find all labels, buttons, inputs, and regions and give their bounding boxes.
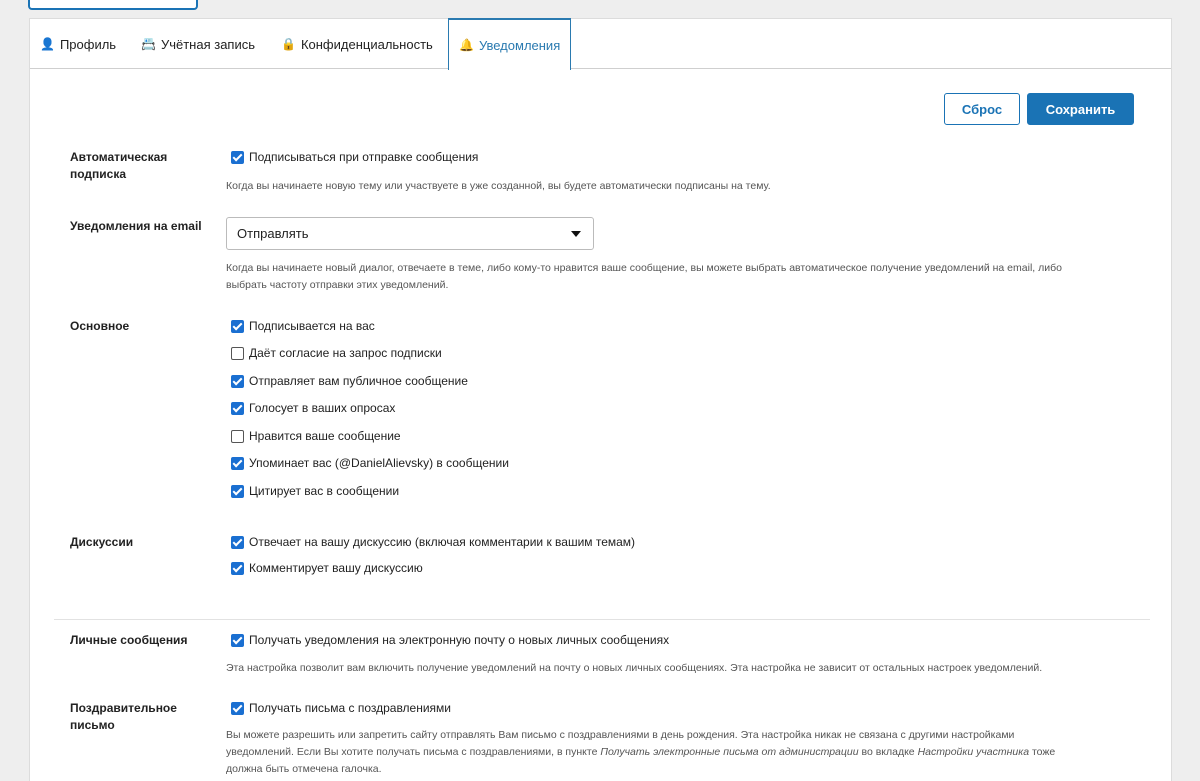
- birthday-hint-line1: Вы можете разрешить или запретить сайту отправлять Вам письмо с поздравлениями в день рождения. Эта настройка никак не связана с другими настройками: [226, 729, 1015, 741]
- discussions-checkbox-comments[interactable]: [231, 560, 423, 576]
- basic-checkbox-mentions[interactable]: [231, 455, 509, 471]
- tab-label: Уведомления: [478, 37, 561, 53]
- checkbox-checked[interactable]: [231, 375, 244, 388]
- top-action-button[interactable]: [28, 0, 198, 10]
- email-hint-line2: выбрать частоту отправки этих уведомлений.: [226, 279, 449, 291]
- dropdown-arrow-icon: [571, 231, 581, 237]
- tab-label: Конфиденциальность: [300, 36, 433, 52]
- reset-button[interactable]: Сброс: [944, 93, 1020, 125]
- basic-checkbox-follow-request[interactable]: [231, 345, 442, 361]
- settings-panel: [29, 18, 1172, 781]
- tab-privacy[interactable]: [281, 19, 433, 69]
- checkbox-label: Отвечает на вашу дискуссию (включая комментарии к вашим темам): [249, 535, 636, 549]
- save-button[interactable]: Сохранить: [1027, 93, 1134, 125]
- tab-notifications[interactable]: [448, 18, 571, 70]
- section-divider: [54, 619, 1150, 620]
- basic-checkbox-follows[interactable]: [231, 318, 375, 334]
- checkbox-checked[interactable]: [231, 457, 244, 470]
- discussions-checkbox-replies[interactable]: [231, 534, 635, 550]
- bell-icon: 🔔: [459, 38, 474, 52]
- private-messages-hint: Эта настройка позволит вам включить получение уведомлений на почту о новых личных сообщениях. Эта настройка не зависит от остальных настроек уведомлений.: [226, 662, 1043, 674]
- checkbox-label: Отправляет вам публичное сообщение: [249, 374, 468, 388]
- tab-label: Учётная запись: [160, 36, 255, 52]
- basic-checkbox-poll-vote[interactable]: [231, 400, 395, 416]
- tab-account[interactable]: [141, 19, 255, 69]
- basic-label: Основное: [70, 319, 130, 333]
- checkbox-checked[interactable]: [231, 702, 244, 715]
- basic-checkbox-likes[interactable]: [231, 428, 401, 444]
- email-hint-line1: Когда вы начинаете новый диалог, отвечаете в теме, либо кому-то нравится ваше сообщение, вы можете выбрать автоматическое получение уведомлений на email, либо: [226, 262, 1062, 274]
- checkbox-label: Подписываться при отправке сообщения: [249, 150, 479, 164]
- checkbox-checked[interactable]: [231, 485, 244, 498]
- basic-checkbox-quotes[interactable]: [231, 483, 399, 499]
- basic-checkbox-public-message[interactable]: [231, 373, 468, 389]
- hint-emphasis: Настройки участника: [917, 746, 1030, 758]
- checkbox-label: Подписывается на вас: [249, 319, 375, 333]
- discussions-label: Дискуссии: [70, 535, 134, 549]
- checkbox-checked[interactable]: [231, 320, 244, 333]
- checkbox-label: Получать письма с поздравлениями: [249, 701, 452, 715]
- birthday-email-checkbox[interactable]: [231, 700, 451, 716]
- tab-profile[interactable]: [40, 19, 116, 69]
- checkbox-label: Цитирует вас в сообщении: [249, 484, 400, 498]
- birthday-email-label: Поздравительное письмо: [70, 701, 177, 732]
- email-notifications-label: Уведомления на email: [70, 219, 202, 233]
- private-messages-label: Личные сообщения: [70, 633, 188, 647]
- select-value: Отправлять: [237, 226, 309, 241]
- birthday-hint-line2: [226, 744, 1055, 760]
- hint-text: во вкладке: [858, 746, 918, 758]
- lock-icon: 🔒: [281, 37, 296, 51]
- birthday-hint-line3: должна быть отмечена галочка.: [226, 763, 382, 775]
- checkbox-label: Нравится ваше сообщение: [249, 429, 401, 443]
- checkbox-checked[interactable]: [231, 634, 244, 647]
- hint-text: уведомлений. Если Вы хотите получать письма с поздравлениями, в пункте: [226, 746, 601, 758]
- user-icon: 👤: [40, 37, 55, 51]
- checkbox-checked[interactable]: [231, 562, 244, 575]
- auto-subscribe-label: Автоматическая подписка: [70, 150, 168, 181]
- private-messages-checkbox[interactable]: [231, 632, 669, 648]
- email-frequency-select[interactable]: [226, 217, 594, 250]
- auto-subscribe-checkbox[interactable]: [231, 149, 478, 165]
- tab-label: Профиль: [59, 36, 117, 52]
- checkbox-checked[interactable]: [231, 151, 244, 164]
- checkbox-label: Комментирует вашу дискуссию: [249, 561, 423, 575]
- auto-subscribe-hint: Когда вы начинаете новую тему или участвуете в уже созданной, вы будете автоматически подписаны на тему.: [226, 180, 771, 192]
- checkbox-label: Упоминает вас (@DanielAlievsky) в сообщении: [249, 456, 509, 470]
- checkbox-label: Даёт согласие на запрос подписки: [249, 346, 442, 360]
- hint-emphasis: Получать электронные письма от администрации: [600, 746, 859, 758]
- checkbox-label: Получать уведомления на электронную почту о новых личных сообщениях: [249, 633, 670, 647]
- checkbox-label: Голосует в ваших опросах: [249, 401, 396, 415]
- checkbox-checked[interactable]: [231, 536, 244, 549]
- id-card-icon: 📇: [141, 37, 156, 51]
- checkbox-unchecked[interactable]: [231, 347, 244, 360]
- checkbox-checked[interactable]: [231, 402, 244, 415]
- hint-text: тоже: [1029, 746, 1056, 758]
- tab-bar: [30, 19, 1171, 69]
- checkbox-unchecked[interactable]: [231, 430, 244, 443]
